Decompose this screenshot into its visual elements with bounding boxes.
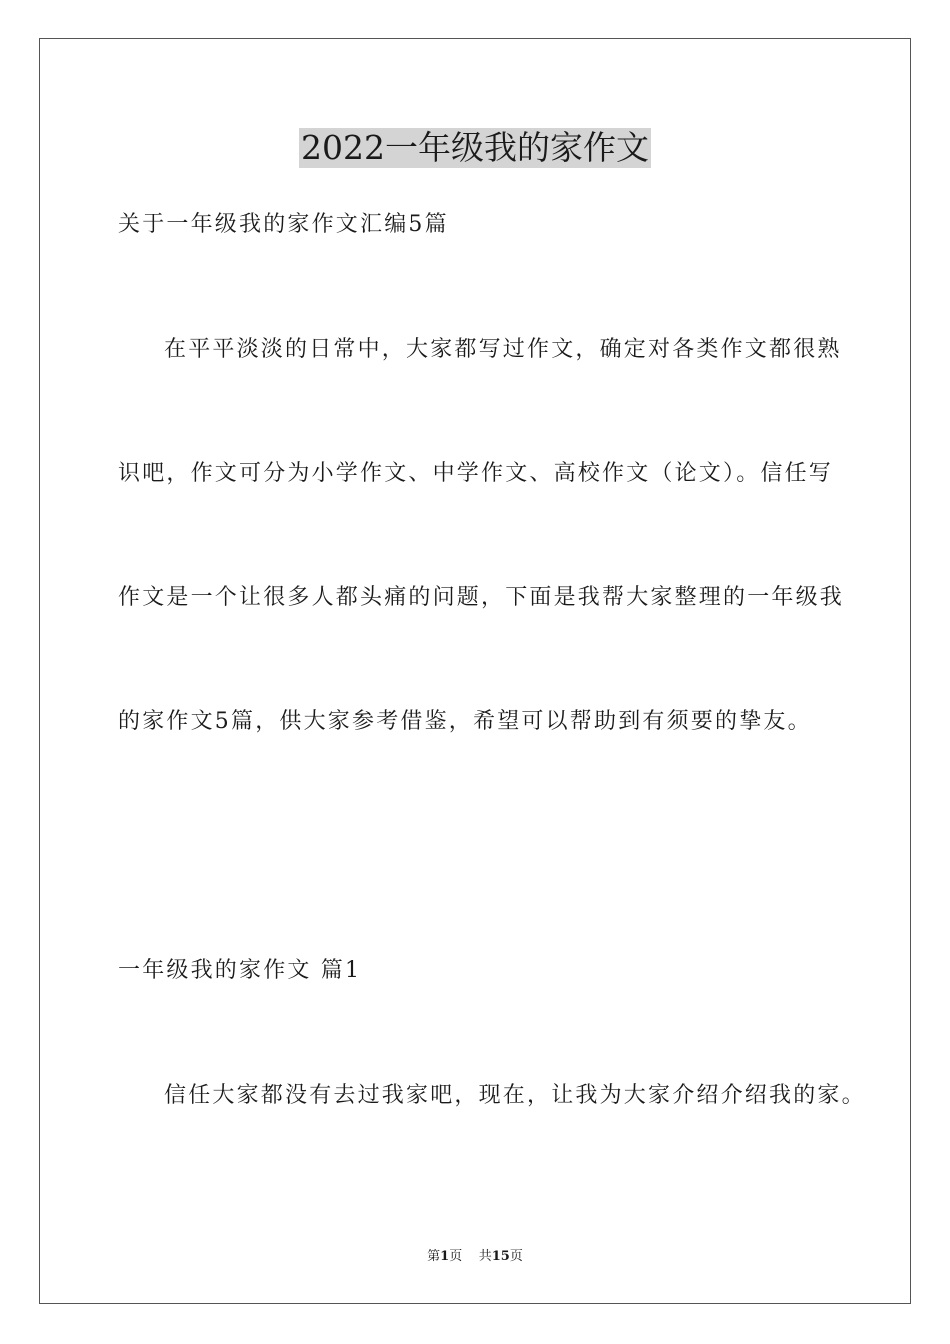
footer-total-prefix: 共 xyxy=(478,1249,492,1264)
intro-line-2: 识吧，作文可分为小学作文、中学作文、高校作文（论文）。信任写 xyxy=(118,461,834,486)
footer-total-pages: 15 xyxy=(491,1249,510,1264)
page-footer xyxy=(0,1248,950,1266)
footer-page-suffix: 页 xyxy=(449,1249,463,1264)
document-subtitle: 关于一年级我的家作文汇编5篇 xyxy=(118,212,449,237)
intro-line-3: 作文是一个让很多人都头痛的问题，下面是我帮大家整理的一年级我 xyxy=(118,585,845,610)
footer-page-number: 1 xyxy=(440,1249,450,1264)
intro-line-4: 的家作文5篇，供大家参考借鉴，希望可以帮助到有须要的挚友。 xyxy=(118,709,812,734)
footer-total-suffix: 页 xyxy=(509,1249,523,1264)
footer-page-prefix: 第 xyxy=(427,1249,441,1264)
section-paragraph-line: 信任大家都没有去过我家吧，现在，让我为大家介绍介绍我的家。 xyxy=(164,1083,866,1108)
document-title: 2022一年级我的家作文 xyxy=(301,128,649,167)
section-heading: 一年级我的家作文 篇1 xyxy=(118,958,362,983)
document-title-container xyxy=(0,128,950,174)
intro-line-1: 在平平淡淡的日常中，大家都写过作文，确定对各类作文都很熟 xyxy=(164,337,842,362)
